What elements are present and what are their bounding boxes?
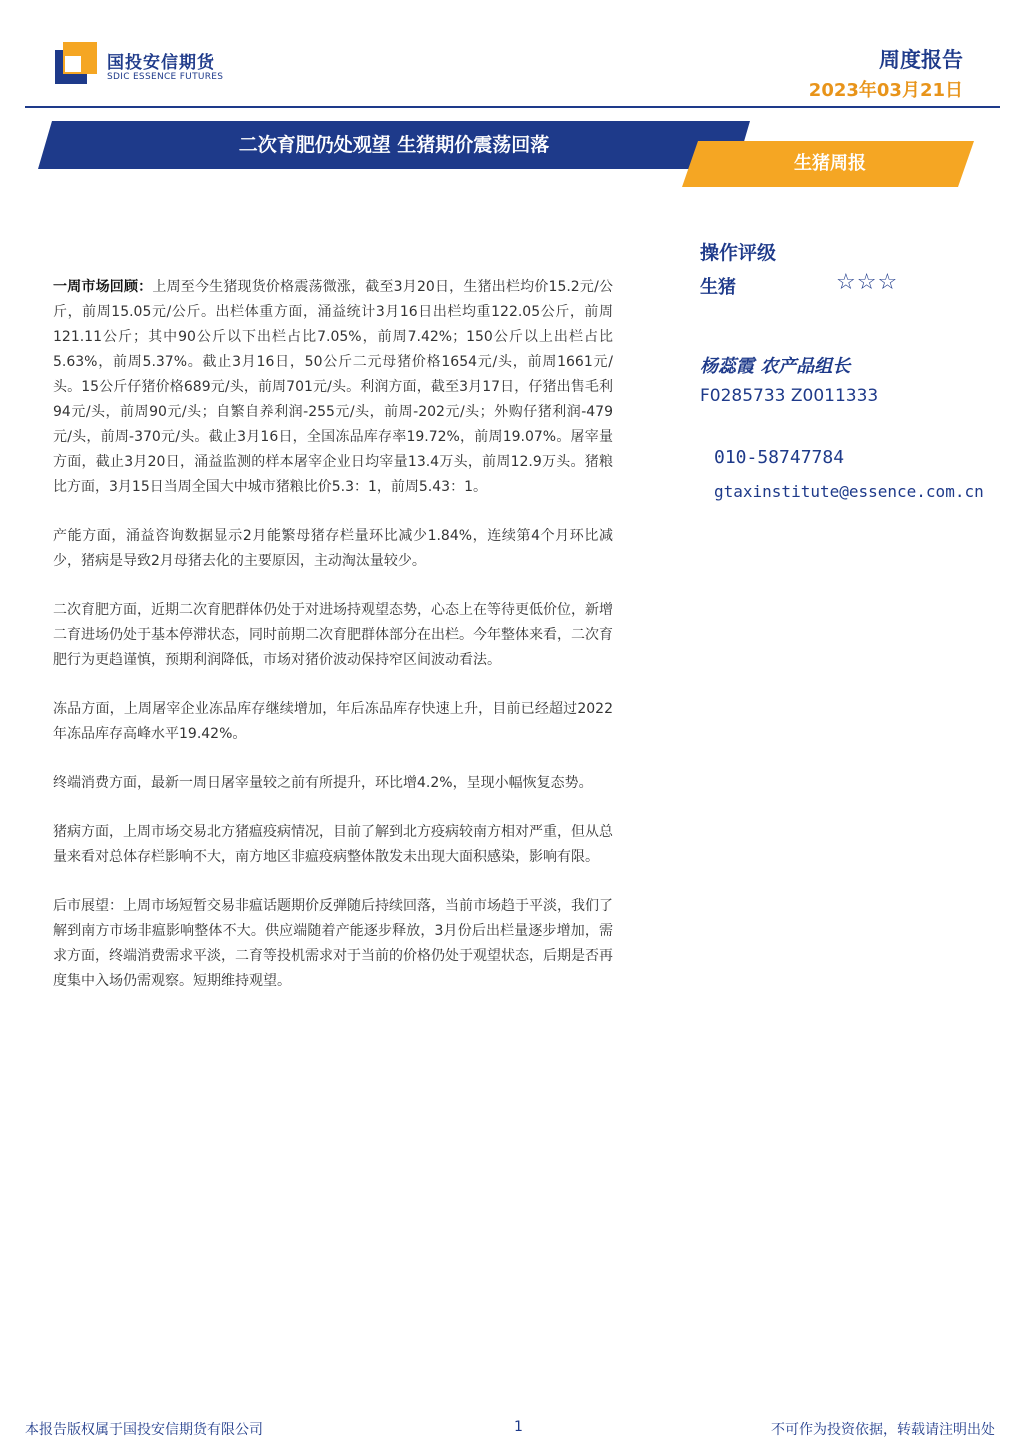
paragraph-secondary-fattening: 二次育肥方面，近期二次育肥群体仍处于对进场持观望态势，心态上在等待更低价位，新增二育进场仍处于基本停滞状态，同时前期二次育肥群体部分在出栏。今年整体来看，二次育肥行为更趋谨慎，预期利润降低，市场对猪价波动保持窄区间波动看法。 [53,602,613,668]
brand-name-cn: 国投安信期货 [107,53,215,73]
analyst-name: 杨蕊霞 农产品组长 [700,356,851,377]
paragraph-text: 上周至今生猪现货价格震荡微涨，截至3月20日，生猪出栏均价15.2元/公斤，前周15.05元/公斤。出栏体重方面，涌益统计3月16日出栏均重122.05公斤，前周121.11公斤；其中90公斤以下出栏占比7.05%，前周7.42%；150公斤以上出栏占比5.63%，前周5.37%。截止3月16日，50公斤二元母猪价格1654元/头，前周1661元/头。15公斤仔猪价格689元/头，前周701元/头。利润方面，截至3月17日，仔猪出售毛利94元/头，前周90元/头；自繁自养利润-255元/头，前周-202元/头；外购仔猪利润-479元/头，前周-370元/头。截止3月16日，全国冻品库存率19.72%，前周19.07%。屠宰量方面，截止3月20日，涌益监测的样本屠宰企业日均宰量13.4万头，前周12.9万头。猪粮比方面，3月15日当周全国大中城市猪粮比价5.3：1，前周5.43：1。 [53,279,614,495]
paragraph-outlook: 后市展望：上周市场短暂交易非瘟话题期价反弹随后持续回落，当前市场趋于平淡，我们了解到南方市场非瘟影响整体不大。供应端随着产能逐步释放，3月份后出栏量逐步增加，需求方面，终端消费需求平淡，二育等投机需求对于当前的价格仍处于观望状态，后期是否再度集中入场仍需观察。短期维持观望。 [53,898,613,989]
logo-mark-icon [55,42,97,84]
paragraph-disease: 猪病方面，上周市场交易北方猪瘟疫病情况，目前了解到北方疫病较南方相对严重，但从总量来看对总体存栏影响不大，南方地区非瘟疫病整体散发未出现大面积感染，影响有限。 [53,824,613,865]
brand-name-en: SDIC ESSENCE FUTURES [107,72,224,82]
paragraph-lead: 一周市场回顾： [53,279,153,295]
paragraph-consumption: 终端消费方面，最新一周日屠宰量较之前有所提升，环比增4.2%，呈现小幅恢复态势。 [53,775,593,791]
header-divider [25,106,1000,108]
paragraph-market-review [53,275,613,500]
paragraph-capacity: 产能方面，涌益咨询数据显示2月能繁母猪存栏量环比减少1.84%，连续第4个月环比减少，猪病是导致2月母猪去化的主要原因，主动淘汰量较少。 [53,528,613,569]
report-body [53,275,613,1018]
paragraph-frozen: 冻品方面，上周屠宰企业冻品库存继续增加，年后冻品库存快速上升，目前已经超过2022年冻品库存高峰水平19.42%。 [53,701,613,742]
report-title: 二次育肥仍处观望 生猪期价震荡回落 [238,134,550,156]
analyst-license: F0285733 Z0011333 [700,386,879,406]
footer-disclaimer: 不可作为投资依据，转载请注明出处 [771,1422,995,1438]
report-date: 2023年03月21日 [808,80,963,101]
rating-label: 操作评级 [700,242,777,264]
report-type: 周度报告 [879,48,963,72]
contact-phone: 010-58747784 [714,447,845,468]
footer-copyright: 本报告版权属于国投安信期货有限公司 [25,1422,263,1438]
company-logo [55,42,240,90]
rating-item: 生猪 [700,277,736,298]
rating-stars: ☆☆☆ [836,270,899,295]
report-category-tag: 生猪周报 [794,153,866,174]
contact-email[interactable]: gtaxinstitute@essence.com.cn [714,482,984,501]
page-number: 1 [514,1419,523,1435]
